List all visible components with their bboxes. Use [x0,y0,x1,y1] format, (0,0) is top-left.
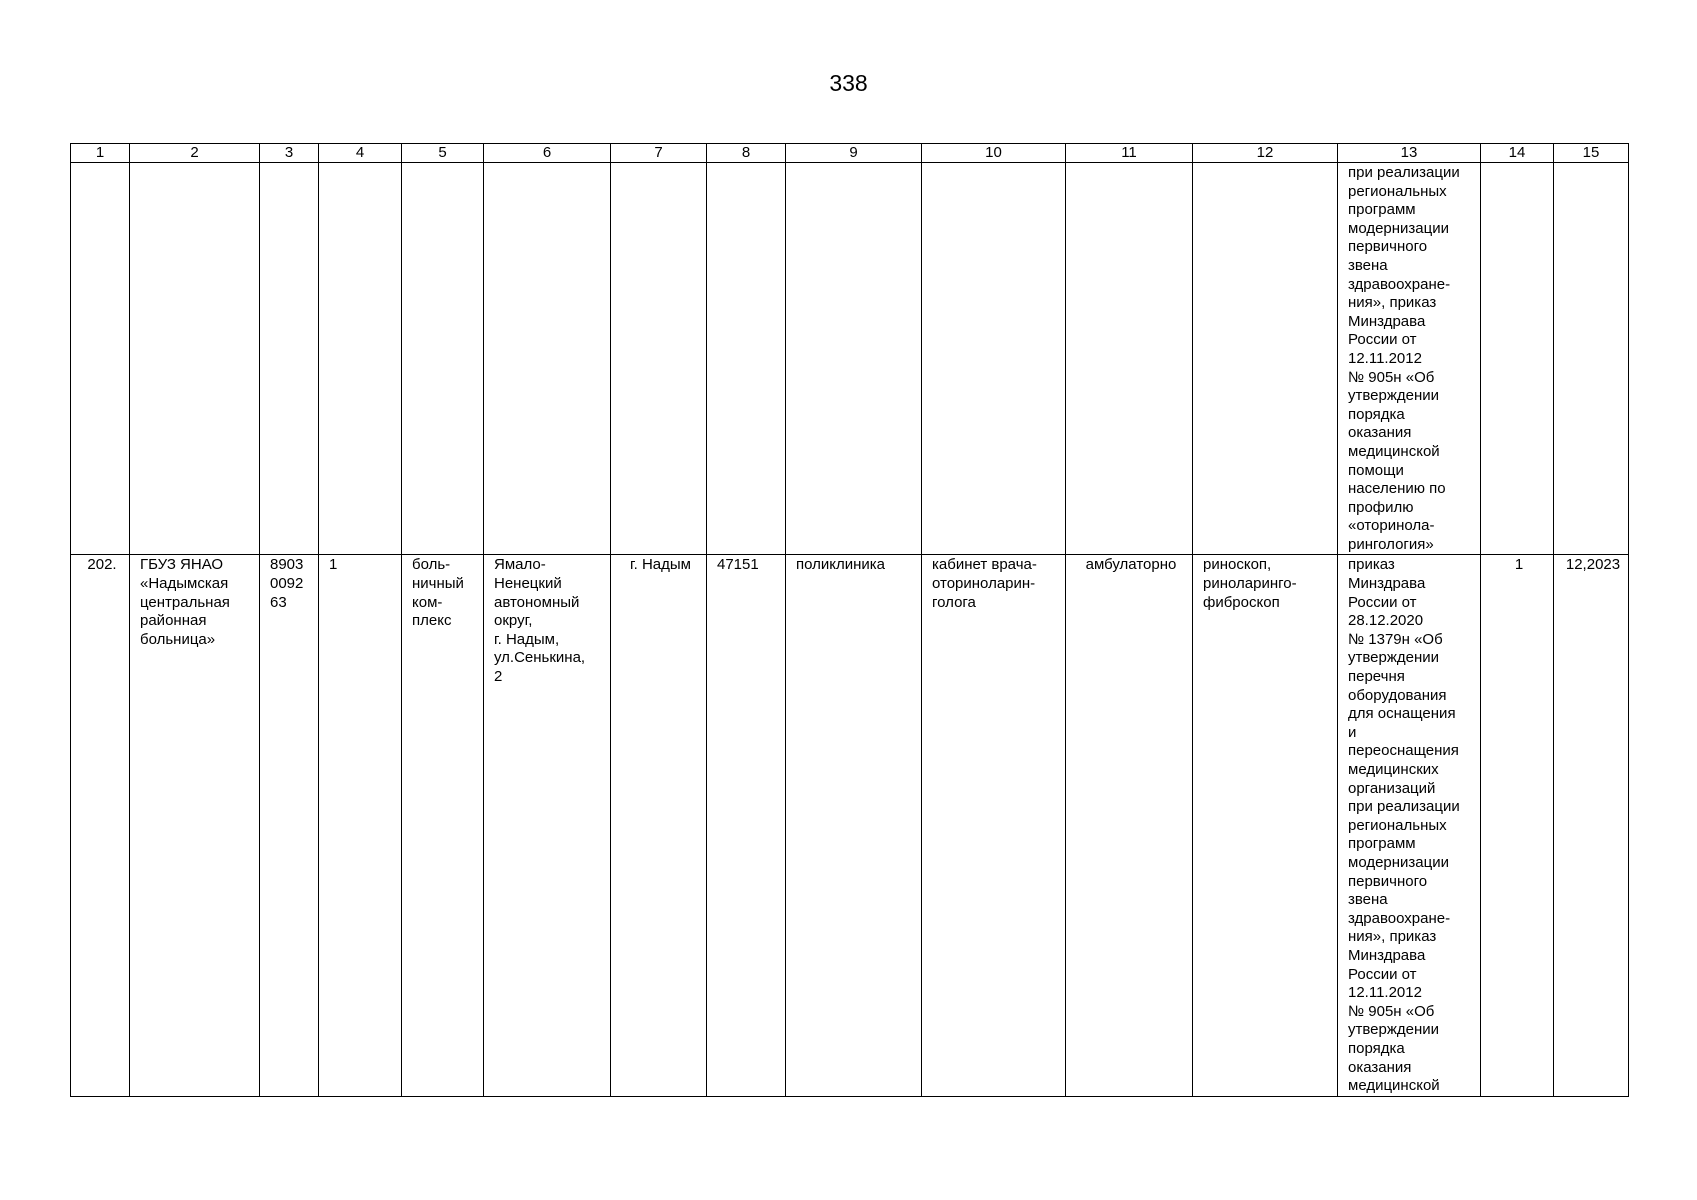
date: 12,2023 [1554,555,1629,1097]
empty-cell [71,163,130,555]
column-number: 7 [611,144,707,163]
column-number: 4 [319,144,402,163]
empty-cell [130,163,260,555]
empty-cell [319,163,402,555]
empty-cell [1066,163,1193,555]
row-number: 202. [71,555,130,1097]
column-number: 3 [260,144,319,163]
empty-cell [1481,163,1554,555]
column-number: 11 [1066,144,1193,163]
empty-cell [484,163,611,555]
continuation-row [71,163,1629,555]
column-number: 14 [1481,144,1554,163]
division: поликлиника [786,555,922,1097]
equipment: риноскоп, риноларинго- фиброскоп [1193,555,1338,1097]
column-number-row [71,144,1629,163]
empty-cell [260,163,319,555]
table-row [71,555,1629,1097]
empty-cell [786,163,922,555]
regulation-cell: при реализации региональных программ модернизации первичного звена здравоохране- ния», приказ Минздрава России от 12.11.2012 № 905н «Об утверждении порядка оказания медицинской помощи населению по профилю «оторинола- рингология» [1338,163,1481,555]
empty-cell [611,163,707,555]
quantity: 1 [1481,555,1554,1097]
column-number: 1 [71,144,130,163]
empty-cell [402,163,484,555]
empty-cell [1554,163,1629,555]
building-type: боль- ничный ком- плекс [402,555,484,1097]
building-count: 1 [319,555,402,1097]
regulation-cell: приказ Минздрава России от 28.12.2020 № 1379н «Об утверждении перечня оборудования для оснащения и переоснащения медицинских организаций при реализации региональных программ модернизации первичного звена здравоохране- ния», приказ Минздрава России от 12.11.2012 № 905н «Об утверждении порядка оказания медицинской [1338,555,1481,1097]
address: Ямало- Ненецкий автономный округ, г. Надым, ул.Сенькина, 2 [484,555,611,1097]
care-condition: амбулаторно [1066,555,1193,1097]
empty-cell [707,163,786,555]
empty-cell [922,163,1066,555]
empty-cell [1193,163,1338,555]
column-number: 5 [402,144,484,163]
column-number: 9 [786,144,922,163]
column-number: 8 [707,144,786,163]
page-number: 338 [829,70,868,96]
cabinet: кабинет врача- оториноларин- голога [922,555,1066,1097]
inn-code: 8903 0092 63 [260,555,319,1097]
oktmo-code: 47151 [707,555,786,1097]
column-number: 6 [484,144,611,163]
equipment-table [70,143,1629,1097]
organization-name: ГБУЗ ЯНАО «Надымская центральная районная больница» [130,555,260,1097]
column-number: 10 [922,144,1066,163]
column-number: 12 [1193,144,1338,163]
column-number: 15 [1554,144,1629,163]
city: г. Надым [611,555,707,1097]
column-number: 13 [1338,144,1481,163]
column-number: 2 [130,144,260,163]
